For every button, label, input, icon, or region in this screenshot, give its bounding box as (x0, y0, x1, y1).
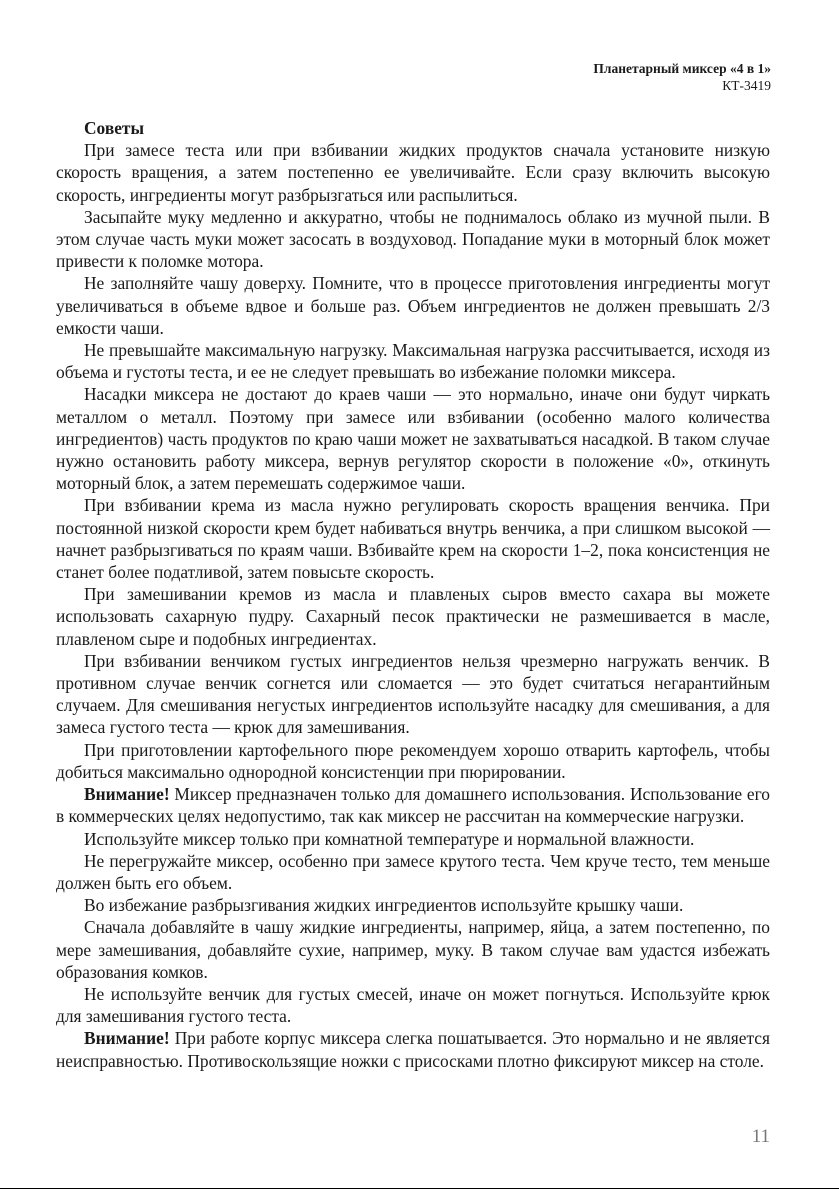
bottom-rule (0, 1188, 839, 1189)
paragraph: При замешивании кремов из масла и плавленых сыров вместо сахара вы можете использовать сахарную пудру. Сахарный песок практически не размешивается в масле, плавленом сыре и подобных ингредиентах. (56, 584, 770, 649)
warning-label: Внимание! (84, 784, 170, 805)
paragraph: При приготовлении картофельного пюре рекомендуем хорошо отварить картофель, чтобы добиться максимально однородной консистенции при пюрировании. (56, 739, 770, 782)
paragraph: Во избежание разбрызгивания жидких ингредиентов используйте крышку чаши. (84, 895, 684, 916)
paragraph: Не перегружайте миксер, особенно при замесе крутого теста. Чем круче тесто, тем меньше должен быть его объем. (56, 850, 770, 893)
paragraph: Не используйте венчик для густых смесей, иначе он может погнуться. Используйте крюк для замешивания густого теста. (56, 983, 770, 1027)
paragraph: Засыпайте муку медленно и аккуратно, чтобы не поднималось облако из мучной пыли. В этом случае часть муки может засосать в воздуховод. Попадание муки в моторный блок может привести к поломке мотора. (56, 206, 770, 272)
paragraph: Насадки миксера не достают до краев чаши — это нормально, иначе они будут чиркать металлом о металл. Поэтому при замесе или взбивании (особенно малого количества ингредиентов) часть продуктов по краю чаши может не захватываться насадкой. В таком случае нужно остановить работу миксера, вернув регулятор скорости в положение «0», откинуть моторный блок, а затем перемешать содержимое чаши. (56, 384, 770, 494)
warning-label: Внимание! (84, 1028, 170, 1049)
paragraph: Не заполняйте чашу доверху. Помните, что в процессе приготовления ингредиенты могут увеличиваться в объеме вдвое и больше раз. Объем ингредиентов не должен превышать 2/3 емкости чаши. (56, 273, 770, 338)
header-model: КТ-3419 (722, 78, 771, 93)
tips-section (56, 117, 770, 1072)
paragraph: Используйте миксер только при комнатной температуре и нормальной влажности. (84, 828, 695, 849)
paragraph: При взбивании венчиком густых ингредиентов нельзя чрезмерно нагружать венчик. В противном случае венчик согнется или сломается — это будет считаться негарантийным случаем. Для смешивания негустых ингредиентов используйте насадку для смешивания, а для замеса густого теста — крюк для замешивания. (56, 650, 770, 738)
paragraph: Сначала добавляйте в чашу жидкие ингредиенты, например, яйца, а затем постепенно, по мере замешивания, добавляйте сухие, например, муку. В таком случае вам удастся избежать образования комков. (56, 917, 770, 982)
header-title: Планетарный миксер «4 в 1» (593, 61, 771, 76)
warning-paragraph: Внимание! Миксер предназначен только для домашнего использования. Использование его в коммерческих целях недопустимо, так как миксер не рассчитан на коммерческие нагрузки. (56, 784, 770, 827)
paragraph: Не превышайте максимальную нагрузку. Максимальная нагрузка рассчитывается, исходя из объема и густоты теста, и ее не следует превышать во избежание поломки миксера. (56, 340, 770, 383)
paragraph: При замесе теста или при взбивании жидких продуктов сначала установите низкую скорость вращения, а затем постепенно ее увеличивайте. Если сразу включить высокую скорость, ингредиенты могут разбрызгаться или распылиться. (56, 140, 770, 205)
section-title: Советы (84, 118, 145, 138)
page-number: 11 (751, 1126, 770, 1147)
paragraph: При взбивании крема из масла нужно регулировать скорость вращения венчика. При постоянной низкой скорости крем будет набиваться внутрь венчика, а при слишком высокой — начнет разбрызгиваться по краям чаши. Взбивайте крем на скорости 1–2, пока консистенция не станет более податливой, затем повысьте скорость. (56, 495, 770, 583)
warning-paragraph: Внимание! При работе корпус миксера слегка пошатывается. Это нормально и не является неисправностью. Противоскользящие ножки с присосками плотно фиксируют миксер на столе. (56, 1028, 770, 1071)
page-header (371, 60, 771, 94)
